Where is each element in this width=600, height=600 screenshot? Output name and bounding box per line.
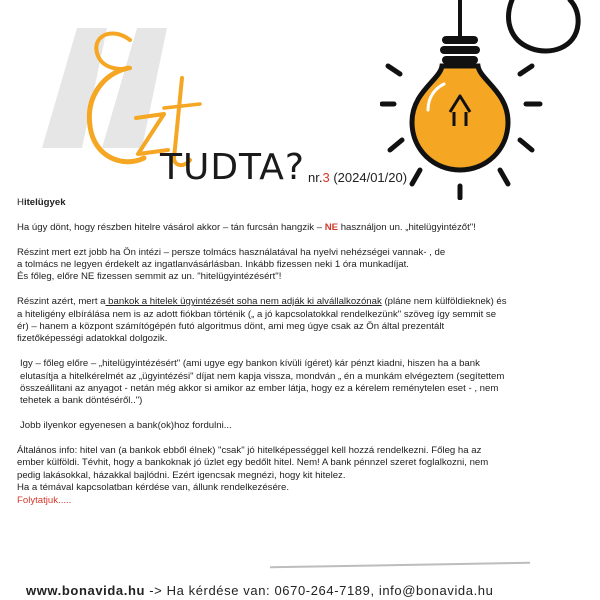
lightbulb-icon <box>380 0 600 200</box>
issue-number: 3 <box>322 170 330 185</box>
p1-text-a: Ha úgy dönt, hogy részben hitelre vásárol akkor – tán furcsán hangzik – <box>17 221 325 233</box>
continue-link: Folytatjuk..... <box>17 494 72 506</box>
p2-line-3: És főleg, előre NE fizessen semmit az un. "hitelügyintézésért"! <box>17 271 282 283</box>
p2-line-1: Részint mert ezt jobb ha Ön intézi – persze tolmács használatával ha nyelvi nehézségei vannak- , de <box>17 246 446 258</box>
p1-text-b: használjon un. „hitelügyintézőt"! <box>338 221 476 233</box>
page-title: TUDTA? <box>160 147 305 188</box>
p2-line-2: a tolmács ne legyen érdekelt az ingatlanvásárlásban. Inkább fizessen neki 1 óra munkadíjat. <box>17 259 409 270</box>
heading-initial: H <box>17 197 24 208</box>
divider-line <box>270 562 530 569</box>
issue-date: (2024/01/20) <box>333 170 408 185</box>
paragraph-4: Igy – főleg előre – „hitelügyintézésért" (ami ugye egy bankon kívüli ígéret) kár pénzt kiadni, hiszen ha a bank elutasítja a hitelkérelmét az „ügyintézési" díjat nem kapja vissza, mondván „ én a munkám elvégeztem (segítettem összeállitani az anyagot - netán még akkor si amikor az ember látja, hogy ez a kérelem reménytelen eset - , nem tehetek a bank döntéséről..") <box>20 358 505 407</box>
paragraph-5: Jobb ilyenkor egyenesen a bank(ok)hoz fordulni... <box>20 420 232 432</box>
paragraph-7: Ha a témával kapcsolatban kérdése van, állunk rendelkezésére. <box>17 482 289 494</box>
website-link[interactable]: www.bonavida.hu <box>26 583 146 598</box>
paragraph-1 <box>17 222 507 234</box>
paragraph-2 <box>17 247 507 284</box>
p3-text-b: (pláne nem külföldieknek) és a hiteligény elbírálása nem is az adott fiókban történik („ a jó kapcsolatokkal rendelkezünk" szöveg így semmit se ér) – hanem a központ számítógépén futó algoritmus dönt, ami meg úgye csak az Ön által prezentált fizetőképességi adatokkal dolgozik. <box>17 296 507 345</box>
paragraph-6: Általános info: hitel van (a bankok ebből élnek) "csak" jó hitelképességgel kell hozzá rendelkezni. Főleg ha az ember külföldi. Tévhit, hogy a bankoknak jó üzlet egy bedőlt hitel. Nem! A bank pénnzel szeret foglalkozni, nem pedig lakásokkal, házakkal bajlódni. Ezért igencsak megnézi, hogy kit hitelez. <box>17 445 489 481</box>
article-body <box>17 197 507 519</box>
issue-prefix: nr. <box>308 170 323 185</box>
paragraph-3 <box>17 296 507 346</box>
contact-info: -> Ha kérdése van: 0670-264-7189, info@bonavida.hu <box>145 583 494 598</box>
heading-rest: itelügyek <box>23 197 66 208</box>
footer-contact <box>26 583 493 598</box>
p1-ne: NE <box>324 221 339 233</box>
p3-underlined: bankok a hitelek ügyintézését soha nem adják ki alvállalkozónak <box>105 296 382 308</box>
article-heading <box>17 197 507 209</box>
p3-text-a: Részint azért, mert a <box>17 296 106 308</box>
